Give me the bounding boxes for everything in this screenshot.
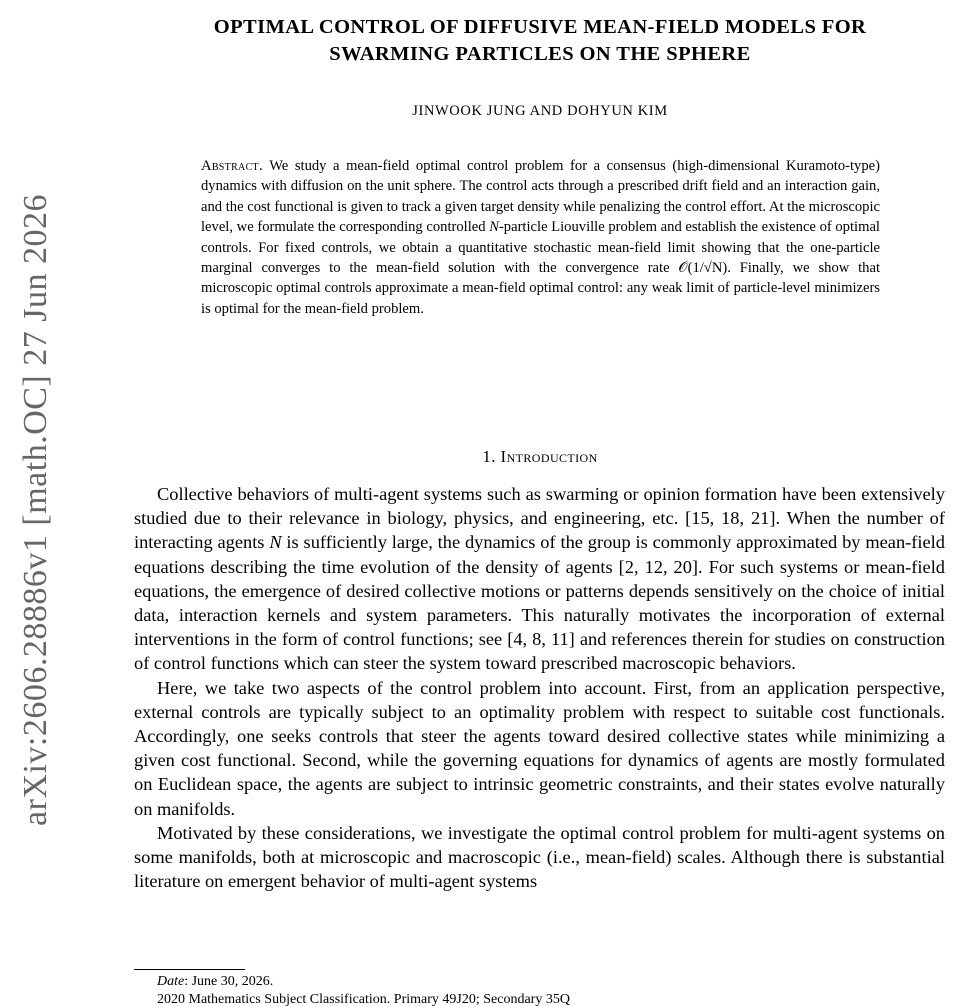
title-line-1: OPTIMAL CONTROL OF DIFFUSIVE MEAN-FIELD MODELS FOR <box>213 16 867 38</box>
paragraph-2: Here, we take two aspects of the control problem into account. First, from an application perspective, external controls are typically subject to an optimality problem with respect to suitable cost functionals. Accordingly, one seeks controls that steer the agents toward desired collective states while minimizing a given cost functional. Second, while the governing equations for dynamics of agents are mostly formulated on Euclidean space, the agents are subject to intrinsic geometric constraints, and their states evolve naturally on manifolds. <box>134 677 945 819</box>
abstract-text-1: We study a mean-field optimal control problem for a consensus (high-dimensional Kuramoto-type) dynamics with diffusion on the unit sphere. The control acts through a prescribed drift field and an interaction gain, and the cost functional is given to track a given target density while penalizing the control effort. At the microscopic level, we formulate the corresponding controlled <box>201 158 880 236</box>
paragraph-1-variable-n: N <box>269 532 282 553</box>
convergence-rate: 𝒪(1/√N) <box>678 260 728 277</box>
footnote-date <box>157 974 273 990</box>
paragraph-1-text-a: Collective behaviors of multi-agent systems such as swarming or opinion formation have been extensively studied due to their relevance in biology, physics, and engineering, etc. [15, 18, 21]. When the number of interacting agents <box>134 484 945 553</box>
footnote-date-label: Date <box>157 974 185 989</box>
section-number: 1. <box>482 447 496 466</box>
abstract-text-2: -particle Liouville problem and establish the existence of optimal controls. For fixed controls, we obtain a quantitative stochastic mean-field limit showing that the one-particle marginal converges to the mean-field solution with the convergence rate <box>201 219 880 277</box>
abstract-label: Abstract. <box>201 158 263 174</box>
section-name: Introduction <box>500 447 598 466</box>
abstract <box>201 156 880 319</box>
footnote-date-value: : June 30, 2026. <box>184 974 274 989</box>
footnote-msc-partial: 2020 Mathematics Subject Classification. Primary 49J20; Secondary 35Q <box>157 992 570 1007</box>
section-heading-introduction <box>140 447 940 467</box>
paragraph-1 <box>134 482 945 676</box>
introduction-body <box>134 482 945 893</box>
abstract-text-3: . Finally, we show that microscopic optimal controls approximate a mean-field optimal control: any weak limit of particle-level minimizers is optimal for the mean-field problem. <box>201 260 880 317</box>
paragraph-1-text-b: is sufficiently large, the dynamics of the group is commonly approximated by mean-field equations describing the time evolution of the density of agents [2, 12, 20]. For such systems or mean-field equations, the emergence of desired collective motions or patterns depends sensitively on the choice of initial data, interaction kernels and system parameters. This naturally motivates the incorporation of external interventions in the form of control functions; see [4, 8, 11] and references therein for studies on construction of control functions which can steer the system toward prescribed macroscopic behaviors. <box>134 532 945 674</box>
paper-title <box>140 14 940 68</box>
arxiv-identifier-stamp <box>18 160 54 860</box>
abstract-variable-n: N <box>489 219 499 236</box>
footnote-rule <box>134 969 245 970</box>
title-line-2: SWARMING PARTICLES ON THE SPHERE <box>329 43 751 65</box>
arxiv-identifier-text: arXiv:2606.28886v1 [math.OC] 27 Jun 2026 <box>17 194 55 826</box>
author-list: JINWOOK JUNG AND DOHYUN KIM <box>412 103 668 119</box>
paragraph-3: Motivated by these considerations, we investigate the optimal control problem for multi-agent systems on some manifolds, both at microscopic and macroscopic (i.e., mean-field) scales. Although there is substantial literature on emergent behavior of multi-agent systems <box>134 822 945 892</box>
